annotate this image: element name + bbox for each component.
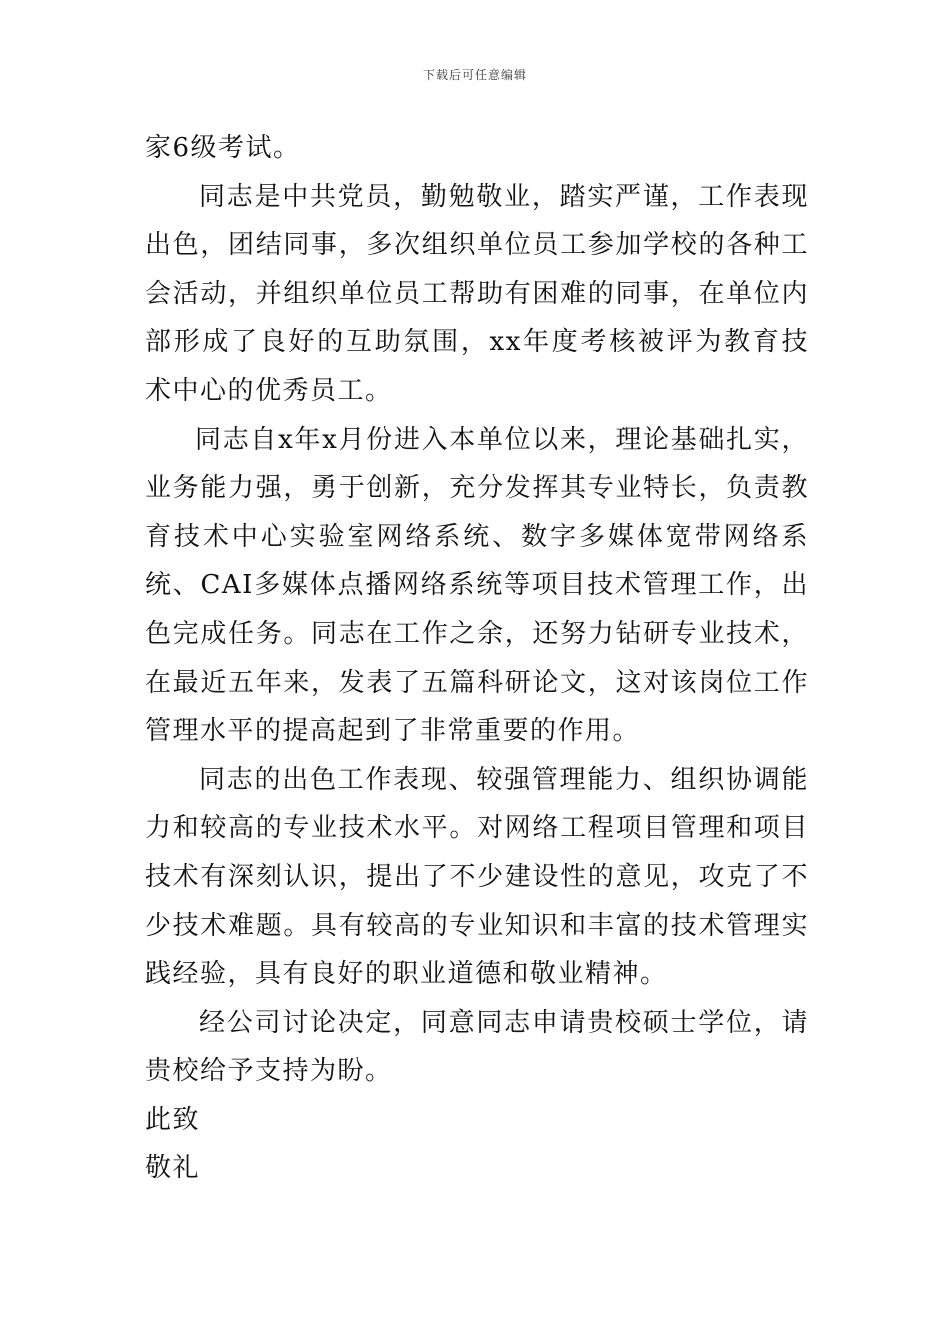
salutation: 此致 [145, 1104, 201, 1135]
paragraph-work-history: 同志自x年x月份进入本单位以来，理论基础扎实，业务能力强，勇于创新，充分发挥其专业特长，负责教育技术中心实验室网络系统、数字多媒体宽带网络系统、CAI多媒体点播网络系统等项目技术管理工作，出色完成任务。同志在工作之余，还努力钻研专业技术，在最近五年来，发表了五篇科研论文，这对该岗位工作管理水平的提高起到了非常重要的作用。 [145, 424, 809, 747]
document-body [145, 124, 809, 1193]
paragraph-continuation: 家6级考试。 [145, 133, 301, 163]
closing: 敬礼 [145, 1153, 201, 1184]
paragraph-party-member: 同志是中共党员，勤勉敬业，踏实严谨，工作表现出色，团结同事，多次组织单位员工参加学校的各种工会活动，并组织单位员工帮助有困难的同事，在单位内部形成了良好的互助氛围，xx年度考核被评为教育技术中心的优秀员工。 [145, 181, 809, 406]
paragraph-decision: 经公司讨论决定，同意同志申请贵校硕士学位，请贵校给予支持为盼。 [145, 1007, 809, 1087]
page-header: 下载后可任意编辑 [422, 68, 527, 82]
paragraph-abilities: 同志的出色工作表现、较强管理能力、组织协调能力和较高的专业技术水平。对网络工程项目管理和项目技术有深刻认识，提出了不少建设性的意见，攻克了不少技术难题。具有较高的专业知识和丰富的技术管理实践经验，具有良好的职业道德和敬业精神。 [145, 764, 809, 990]
